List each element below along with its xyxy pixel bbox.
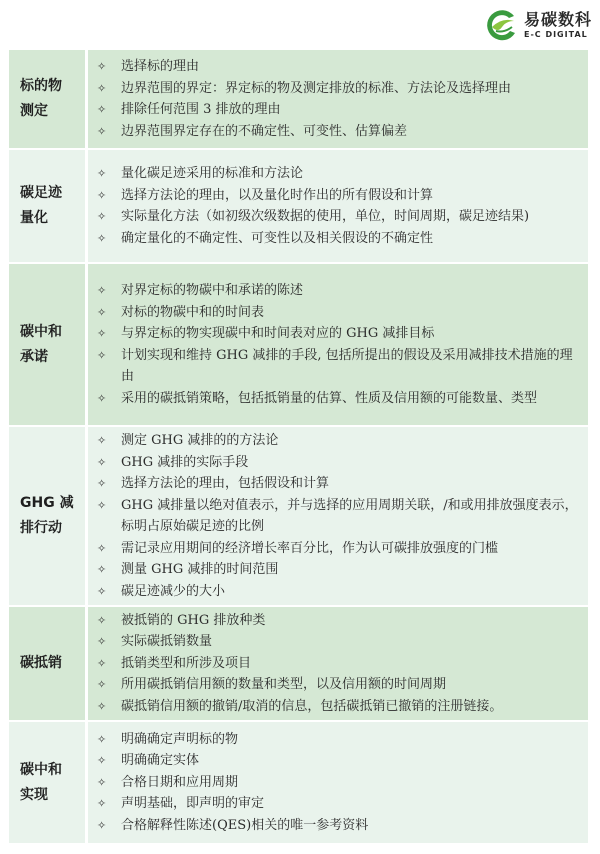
list-item-text: 与界定标的物实现碳中和时间表对应的 GHG 减排目标 [121, 326, 435, 341]
diamond-bullet-icon: ✧ [97, 477, 107, 490]
diamond-bullet-icon: ✧ [97, 754, 107, 768]
list-item-text: 排除任何范围 3 排放的理由 [121, 102, 281, 117]
list-item-text: 合格日期和应用周期 [121, 774, 239, 790]
row-label [9, 722, 85, 843]
ec-leaf-logo-icon [484, 7, 520, 43]
row-label-line: 碳中和 [20, 761, 62, 778]
diamond-bullet-icon: ✧ [97, 167, 107, 180]
diamond-bullet-icon: ✧ [97, 635, 107, 649]
diamond-bullet-icon: ✧ [97, 455, 107, 469]
list-item-text: 选择方法论的理由，以及量化时作出的所有假设和计算 [121, 187, 434, 203]
list-item [97, 345, 582, 388]
diamond-bullet-icon: ✧ [97, 60, 107, 73]
list-item-text: 实际碳抵销数量 [121, 634, 213, 650]
row-label-line: 量化 [20, 210, 48, 226]
row-label [9, 427, 85, 605]
list-item [97, 452, 582, 474]
diamond-bullet-icon: ✧ [97, 305, 107, 319]
list-item [97, 121, 582, 143]
diamond-bullet-icon: ✧ [97, 541, 107, 555]
list-item [97, 559, 582, 581]
list-item-text: GHG 减排量以绝对值表示，并与选择的应用周期关联，/和或用排放强度表示，标明占原始碳足迹的比例 [121, 497, 578, 534]
list-item [97, 99, 582, 121]
row-content [88, 150, 588, 262]
carbon-neutrality-table [9, 50, 588, 845]
row-content [88, 264, 588, 425]
logo-name-en: E-C DIGITAL [524, 29, 588, 39]
list-item [97, 793, 582, 815]
table-row [9, 427, 588, 605]
diamond-bullet-icon: ✧ [97, 348, 107, 362]
row-label-line: 测定 [20, 103, 48, 119]
table-row [9, 264, 588, 425]
row-label-line: 实现 [20, 786, 48, 803]
row-label-line: 承诺 [20, 348, 48, 365]
table-row [9, 50, 588, 148]
list-item [97, 206, 582, 228]
list-item-text: 边界范围的界定：界定标的物及测定排放的标准、方法论及选择理由 [121, 80, 512, 96]
list-item-text: 声明基础，即声明的审定 [121, 796, 265, 812]
list-item [97, 538, 582, 560]
list-item-text: 对标的物碳中和的时间表 [121, 304, 265, 320]
diamond-bullet-icon: ✧ [97, 584, 107, 598]
list-item [97, 78, 582, 100]
list-item [97, 388, 582, 410]
diamond-bullet-icon: ✧ [97, 188, 107, 202]
list-item [97, 185, 582, 207]
row-label [9, 150, 85, 262]
list-item-text: 边界范围界定存在的不确定性、可变性、估算偏差 [121, 123, 408, 139]
diamond-bullet-icon: ✧ [97, 498, 107, 512]
list-item-text: 所用碳抵销信用额的数量和类型，以及信用额的时间周期 [121, 677, 447, 693]
diamond-bullet-icon: ✧ [97, 284, 107, 297]
list-item [97, 302, 582, 324]
list-item [97, 815, 582, 837]
list-item-text: 对界定标的物碳中和承诺的陈述 [121, 283, 304, 298]
list-item-text: 计划实现和维持 GHG 减排的手段, 包括所提出的假设及采用减排技术措施的理由 [121, 347, 573, 384]
row-content [88, 722, 588, 843]
list-item-text: 实际量化方法（如初级次级数据的使用，单位，时间周期，碳足迹结果) [121, 209, 530, 224]
diamond-bullet-icon: ✧ [97, 391, 107, 405]
list-item [97, 280, 582, 302]
list-item-text: 需记录应用期间的经济增长率百分比，作为认可碳排放强度的门槛 [121, 540, 499, 556]
list-item-text: 明确确定实体 [121, 753, 200, 769]
diamond-bullet-icon: ✧ [97, 678, 107, 692]
diamond-bullet-icon: ✧ [97, 699, 107, 713]
list-item [97, 430, 582, 452]
row-content [88, 50, 588, 148]
list-item [97, 323, 582, 345]
list-item [97, 696, 582, 718]
list-item-text: 明确确定声明标的物 [121, 731, 239, 747]
list-item-text: 测量 GHG 减排的时间范围 [121, 562, 279, 577]
list-item [97, 653, 582, 675]
row-label [9, 50, 85, 148]
row-label-line: 碳中和 [20, 323, 62, 340]
list-item [97, 750, 582, 772]
list-item [97, 495, 582, 538]
diamond-bullet-icon: ✧ [97, 81, 107, 95]
list-item-text: 抵销类型和所涉及项目 [121, 655, 252, 671]
list-item [97, 473, 582, 495]
list-item-text: 碳足迹减少的大小 [121, 583, 226, 599]
list-item-text: 选择方法论的理由，包括假设和计算 [121, 476, 330, 491]
list-item [97, 163, 582, 185]
list-item [97, 772, 582, 794]
list-item [97, 674, 582, 696]
list-item [97, 56, 582, 78]
list-item [97, 228, 582, 250]
diamond-bullet-icon: ✧ [97, 656, 107, 670]
list-item [97, 581, 582, 603]
list-item-text: GHG 减排的实际手段 [121, 454, 249, 470]
row-label-line: 碳足迹 [20, 185, 62, 201]
table-row [9, 150, 588, 262]
brand-logo [484, 6, 596, 44]
list-item-text: 合格解释性陈述(QES)相关的唯一参考资料 [121, 817, 369, 833]
diamond-bullet-icon: ✧ [97, 103, 107, 116]
list-item [97, 610, 582, 632]
diamond-bullet-icon: ✧ [97, 327, 107, 340]
table-row [9, 722, 588, 843]
diamond-bullet-icon: ✧ [97, 563, 107, 576]
diamond-bullet-icon: ✧ [97, 434, 107, 447]
diamond-bullet-icon: ✧ [97, 818, 107, 832]
row-label-line: GHG 减 [20, 495, 74, 511]
diamond-bullet-icon: ✧ [97, 613, 107, 627]
diamond-bullet-icon: ✧ [97, 210, 107, 223]
list-item [97, 631, 582, 653]
row-label-line: 标的物 [20, 78, 62, 94]
table-row [9, 607, 588, 720]
row-label [9, 264, 85, 425]
list-item-text: 选择标的理由 [121, 59, 200, 74]
diamond-bullet-icon: ✧ [97, 775, 107, 789]
diamond-bullet-icon: ✧ [97, 124, 107, 138]
list-item-text: 碳抵销信用额的撤销/取消的信息，包括碳抵销已撤销的注册链接。 [121, 698, 503, 714]
row-content [88, 427, 588, 605]
logo-name-cn: 易碳数科 [524, 9, 593, 29]
list-item-text: 采用的碳抵销策略，包括抵销量的估算、性质及信用额的可能数量、类型 [121, 390, 538, 406]
diamond-bullet-icon: ✧ [97, 231, 107, 245]
row-label-line: 碳抵销 [20, 655, 62, 671]
list-item-text: 测定 GHG 减排的的方法论 [121, 433, 279, 448]
list-item [97, 729, 582, 751]
list-item-text: 量化碳足迹采用的标准和方法论 [121, 166, 304, 181]
row-content [88, 607, 588, 720]
list-item-text: 确定量化的不确定性、可变性以及相关假设的不确定性 [121, 230, 434, 246]
row-label-line: 排行动 [20, 520, 62, 536]
list-item-text: 被抵销的 GHG 排放种类 [121, 612, 266, 628]
row-label [9, 607, 85, 720]
diamond-bullet-icon: ✧ [97, 732, 107, 746]
diamond-bullet-icon: ✧ [97, 797, 107, 811]
